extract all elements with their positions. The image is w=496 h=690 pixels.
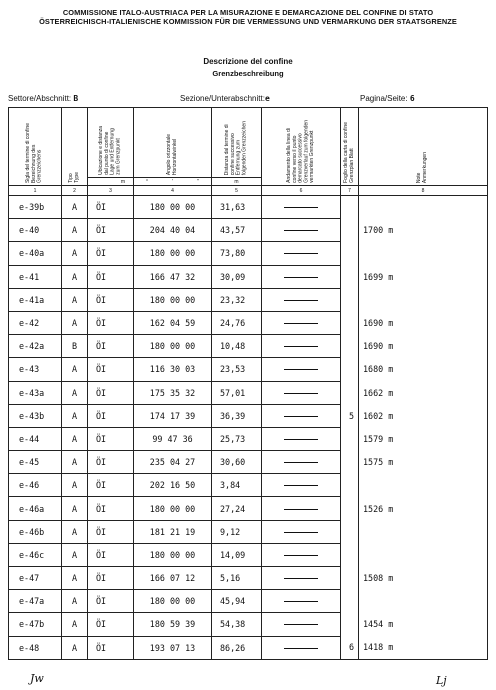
horizontal-angle: 180 00 00 — [134, 590, 212, 613]
line-course — [262, 543, 341, 566]
horizontal-angle: 180 00 00 — [134, 335, 212, 358]
marker-location: ÖI — [88, 311, 134, 334]
line-course — [262, 474, 341, 497]
horizontal-angle: 166 47 32 — [134, 265, 212, 288]
notes: 1575 m — [359, 451, 488, 474]
line-course — [262, 242, 341, 265]
line-course — [262, 590, 341, 613]
col-number: 8 — [359, 186, 488, 196]
horizontal-angle: 116 30 03 — [134, 358, 212, 381]
line-course-dash — [284, 555, 318, 556]
line-course — [262, 381, 341, 404]
marker-location: ÖI — [88, 381, 134, 404]
line-course — [262, 288, 341, 311]
marker-type: A — [62, 242, 88, 265]
marker-type: A — [62, 451, 88, 474]
distance-next: 24,76 — [212, 311, 262, 334]
marker-type: A — [62, 219, 88, 242]
marker-type: A — [62, 427, 88, 450]
table-row — [9, 288, 488, 311]
notes: 1700 m — [359, 219, 488, 242]
col-header-line: Anmerkungen — [422, 151, 428, 183]
distance-next: 25,73 — [212, 427, 262, 450]
distance-next: 3,84 — [212, 474, 262, 497]
horizontal-angle: 204 40 04 — [134, 219, 212, 242]
document-title-italian: Descrizione del confine — [203, 57, 293, 66]
table-row — [9, 613, 488, 636]
table-row — [9, 404, 488, 427]
line-course — [262, 636, 341, 659]
col-header-line: Foglio della carta di confine — [342, 122, 349, 183]
marker-location: ÖI — [88, 543, 134, 566]
col-header-line: Distanza dal termine di — [224, 124, 230, 175]
col-header-map-sheet — [341, 108, 359, 186]
col-unit-distance: m — [212, 178, 262, 186]
col-unit-angle — [134, 178, 212, 186]
map-sheet — [341, 242, 359, 265]
marker-location: ÖI — [88, 335, 134, 358]
marker-id: e-40 — [9, 219, 62, 242]
horizontal-angle: 181 21 19 — [134, 520, 212, 543]
line-course-dash — [284, 230, 318, 231]
col-header-line: Grenzplan Blatt — [348, 148, 355, 183]
col-header-line: Grenzzeichens — [36, 149, 43, 183]
notes — [359, 474, 488, 497]
line-course — [262, 311, 341, 334]
horizontal-angle: 180 00 00 — [134, 497, 212, 520]
marker-location: ÖI — [88, 427, 134, 450]
unit-second: '' — [197, 178, 199, 185]
marker-id: e-46c — [9, 543, 62, 566]
col-header-line: dal punto di confine — [103, 131, 110, 175]
subsection-field — [180, 94, 270, 103]
signature-left: Jw — [30, 672, 44, 685]
table-row — [9, 451, 488, 474]
map-sheet — [341, 427, 359, 450]
marker-type: A — [62, 381, 88, 404]
notes: 1699 m — [359, 265, 488, 288]
map-sheet — [341, 543, 359, 566]
col-header-distance — [212, 108, 262, 178]
table-row — [9, 358, 488, 381]
horizontal-angle: 180 00 00 — [134, 543, 212, 566]
notes: 1662 m — [359, 381, 488, 404]
notes — [359, 242, 488, 265]
col-header-angle — [134, 108, 212, 178]
marker-type: A — [62, 590, 88, 613]
marker-type: A — [62, 196, 88, 219]
horizontal-angle: 166 07 12 — [134, 567, 212, 590]
marker-type: A — [62, 543, 88, 566]
table-row — [9, 335, 488, 358]
distance-next: 10,48 — [212, 335, 262, 358]
sector-field — [8, 94, 78, 103]
marker-id: e-48 — [9, 636, 62, 659]
marker-id: e-46b — [9, 520, 62, 543]
marker-location: ÖI — [88, 288, 134, 311]
distance-next: 45,94 — [212, 590, 262, 613]
marker-id: e-42 — [9, 311, 62, 334]
marker-id: e-47 — [9, 567, 62, 590]
line-course-dash — [284, 323, 318, 324]
sector-value: B — [73, 94, 79, 103]
horizontal-angle: 174 17 39 — [134, 404, 212, 427]
distance-next: 14,09 — [212, 543, 262, 566]
line-course-dash — [284, 648, 318, 649]
unit-minute: ' — [172, 178, 174, 185]
horizontal-angle: 202 16 50 — [134, 474, 212, 497]
distance-next: 9,12 — [212, 520, 262, 543]
marker-location: ÖI — [88, 265, 134, 288]
marker-location: ÖI — [88, 636, 134, 659]
table-row — [9, 196, 488, 219]
marker-type: A — [62, 311, 88, 334]
marker-id: e-46a — [9, 497, 62, 520]
distance-next: 36,39 — [212, 404, 262, 427]
notes: 1680 m — [359, 358, 488, 381]
map-sheet — [341, 497, 359, 520]
distance-next: 30,09 — [212, 265, 262, 288]
table-row — [9, 265, 488, 288]
notes: 1690 m — [359, 311, 488, 334]
marker-type: A — [62, 474, 88, 497]
marker-id: e-43a — [9, 381, 62, 404]
line-course-dash — [284, 578, 318, 579]
horizontal-angle: 175 35 32 — [134, 381, 212, 404]
marker-id: e-41a — [9, 288, 62, 311]
col-header-line: confine verso il punto — [291, 135, 298, 183]
sector-label: Settore/Abschnitt: — [8, 94, 72, 103]
boundary-table — [8, 107, 488, 660]
marker-type: A — [62, 358, 88, 381]
line-course-dash — [284, 393, 318, 394]
horizontal-angle: 99 47 36 — [134, 427, 212, 450]
col-number: 1 — [9, 186, 62, 196]
marker-location: ÖI — [88, 451, 134, 474]
marker-type: A — [62, 404, 88, 427]
table-row — [9, 567, 488, 590]
col-header-line: Ubicazione e distanza — [98, 126, 104, 175]
marker-type: A — [62, 636, 88, 659]
marker-id: e-47a — [9, 590, 62, 613]
marker-location: ÖI — [88, 196, 134, 219]
marker-type: A — [62, 520, 88, 543]
notes — [359, 590, 488, 613]
horizontal-angle: 180 00 00 — [134, 288, 212, 311]
col-header-line: Entfernung zum — [235, 139, 242, 175]
line-course — [262, 196, 341, 219]
table-row — [9, 381, 488, 404]
line-course — [262, 451, 341, 474]
map-sheet — [341, 358, 359, 381]
table-row — [9, 219, 488, 242]
notes — [359, 196, 488, 219]
marker-id: e-40a — [9, 242, 62, 265]
table-row — [9, 636, 488, 659]
line-course-dash — [284, 277, 318, 278]
marker-type: A — [62, 497, 88, 520]
notes: 1526 m — [359, 497, 488, 520]
horizontal-angle: 235 04 27 — [134, 451, 212, 474]
horizontal-angle: 180 00 00 — [134, 196, 212, 219]
document-title-german: Grenzbeschreibung — [212, 69, 284, 78]
marker-location: ÖI — [88, 613, 134, 636]
col-header-line: Bezeichnung des — [31, 144, 38, 183]
line-course — [262, 404, 341, 427]
marker-id: e-43b — [9, 404, 62, 427]
col-number: 3 — [88, 186, 134, 196]
commission-title-italian: COMMISSIONE ITALO-AUSTRIACA PER LA MISURAZIONE E DEMARCAZIONE DEL CONFINE DI STATO — [62, 8, 434, 17]
map-sheet: 5 — [341, 404, 359, 427]
marker-id: e-46 — [9, 474, 62, 497]
distance-next: 23,53 — [212, 358, 262, 381]
line-course — [262, 265, 341, 288]
col-header-marker — [9, 108, 62, 186]
map-sheet — [341, 288, 359, 311]
col-number: 4 — [134, 186, 212, 196]
marker-id: e-44 — [9, 427, 62, 450]
notes: 1602 m — [359, 404, 488, 427]
notes — [359, 288, 488, 311]
line-course — [262, 520, 341, 543]
notes: 1690 m — [359, 335, 488, 358]
col-header-line: Angolo orizzontale — [165, 133, 172, 175]
col-header-line-course — [262, 108, 341, 186]
line-course-dash — [284, 416, 318, 417]
col-header-notes — [359, 108, 488, 186]
line-course — [262, 219, 341, 242]
notes: 1454 m — [359, 613, 488, 636]
table-row — [9, 474, 488, 497]
col-header-line: Tipo — [67, 173, 74, 183]
col-header-location — [88, 108, 134, 178]
col-number: 6 — [262, 186, 341, 196]
distance-next: 57,01 — [212, 381, 262, 404]
distance-next: 54,38 — [212, 613, 262, 636]
col-number: 2 — [62, 186, 88, 196]
col-number: 7 — [341, 186, 359, 196]
horizontal-angle: 162 04 59 — [134, 311, 212, 334]
page-label: Pagina/Seite: — [360, 94, 408, 103]
table-row — [9, 590, 488, 613]
notes: 1418 m — [359, 636, 488, 659]
table-row — [9, 497, 488, 520]
line-course — [262, 358, 341, 381]
distance-next: 86,26 — [212, 636, 262, 659]
marker-location: ÖI — [88, 358, 134, 381]
line-course — [262, 613, 341, 636]
marker-location: ÖI — [88, 219, 134, 242]
line-course-dash — [284, 346, 318, 347]
marker-id: e-41 — [9, 265, 62, 288]
line-course-dash — [284, 509, 318, 510]
map-sheet — [341, 590, 359, 613]
subsection-label: Sezione/Unterabschnitt: — [180, 94, 265, 103]
marker-id: e-43 — [9, 358, 62, 381]
line-course-dash — [284, 253, 318, 254]
marker-id: e-45 — [9, 451, 62, 474]
col-header-line: Sigla del termine di confine — [25, 122, 32, 183]
map-sheet — [341, 451, 359, 474]
horizontal-angle: 180 59 39 — [134, 613, 212, 636]
marker-location: ÖI — [88, 520, 134, 543]
marker-type: A — [62, 613, 88, 636]
marker-location: ÖI — [88, 242, 134, 265]
line-course — [262, 335, 341, 358]
notes: 1508 m — [359, 567, 488, 590]
distance-next: 23,32 — [212, 288, 262, 311]
distance-next: 27,24 — [212, 497, 262, 520]
notes — [359, 543, 488, 566]
table-row — [9, 543, 488, 566]
line-course-dash — [284, 300, 318, 301]
line-course — [262, 567, 341, 590]
notes — [359, 520, 488, 543]
distance-next: 30,60 — [212, 451, 262, 474]
map-sheet — [341, 613, 359, 636]
line-course — [262, 497, 341, 520]
marker-type: B — [62, 335, 88, 358]
col-header-line: zum Grenzpunkt — [115, 138, 122, 175]
line-course-dash — [284, 369, 318, 370]
distance-next: 5,16 — [212, 567, 262, 590]
notes: 1579 m — [359, 427, 488, 450]
col-header-line: folgenden Grenzzeichen — [241, 120, 248, 175]
map-sheet — [341, 567, 359, 590]
map-sheet — [341, 219, 359, 242]
distance-next: 43,57 — [212, 219, 262, 242]
signature-right: Lj — [436, 674, 447, 687]
marker-id: e-42a — [9, 335, 62, 358]
marker-location: ÖI — [88, 404, 134, 427]
col-header-line: Andamento della linea di — [285, 128, 292, 183]
table-row — [9, 242, 488, 265]
subsection-value: e — [264, 94, 270, 103]
col-number: 5 — [212, 186, 262, 196]
distance-next: 31,63 — [212, 196, 262, 219]
table-row — [9, 427, 488, 450]
map-sheet — [341, 196, 359, 219]
marker-id: e-47b — [9, 613, 62, 636]
col-unit-location: m — [88, 178, 134, 186]
page-value: 6 — [409, 94, 415, 103]
line-course — [262, 427, 341, 450]
commission-title-german: ÖSTERREICHISCH-ITALIENISCHE KOMMISSION FÜR DIE VERMESSUNG UND VERMARKUNG DER STAATSGRENZE — [39, 17, 457, 26]
marker-location: ÖI — [88, 474, 134, 497]
col-header-line: Grenzverlauf zum folgenden — [302, 120, 309, 183]
distance-next: 73,80 — [212, 242, 262, 265]
map-sheet — [341, 265, 359, 288]
col-header-line: Lage und Entfernung — [109, 128, 116, 175]
line-course-dash — [284, 462, 318, 463]
line-course-dash — [284, 532, 318, 533]
line-course-dash — [284, 207, 318, 208]
marker-type: A — [62, 265, 88, 288]
map-sheet — [341, 520, 359, 543]
marker-location: ÖI — [88, 567, 134, 590]
col-header-line: Type — [73, 172, 80, 183]
marker-id: e-39b — [9, 196, 62, 219]
table-row — [9, 520, 488, 543]
map-sheet — [341, 381, 359, 404]
marker-type: A — [62, 567, 88, 590]
horizontal-angle: 193 07 13 — [134, 636, 212, 659]
col-header-line: vermarkten Grenzpunkt — [308, 130, 315, 183]
page-field — [360, 94, 415, 103]
unit-degree: ° — [146, 178, 149, 185]
map-sheet: 6 — [341, 636, 359, 659]
map-sheet — [341, 474, 359, 497]
col-header-line: Horizontalwinkel — [171, 138, 178, 175]
line-course-dash — [284, 485, 318, 486]
line-course-dash — [284, 624, 318, 625]
map-sheet — [341, 311, 359, 334]
table-row — [9, 311, 488, 334]
marker-location: ÖI — [88, 497, 134, 520]
map-sheet — [341, 335, 359, 358]
line-course-dash — [284, 601, 318, 602]
col-header-type — [62, 108, 88, 186]
marker-location: ÖI — [88, 590, 134, 613]
line-course-dash — [284, 439, 318, 440]
col-header-line: demarcato successivo — [297, 133, 304, 183]
col-header-line: Note — [416, 172, 423, 183]
marker-type: A — [62, 288, 88, 311]
col-header-line: confine successivo — [229, 133, 236, 175]
horizontal-angle: 180 00 00 — [134, 242, 212, 265]
